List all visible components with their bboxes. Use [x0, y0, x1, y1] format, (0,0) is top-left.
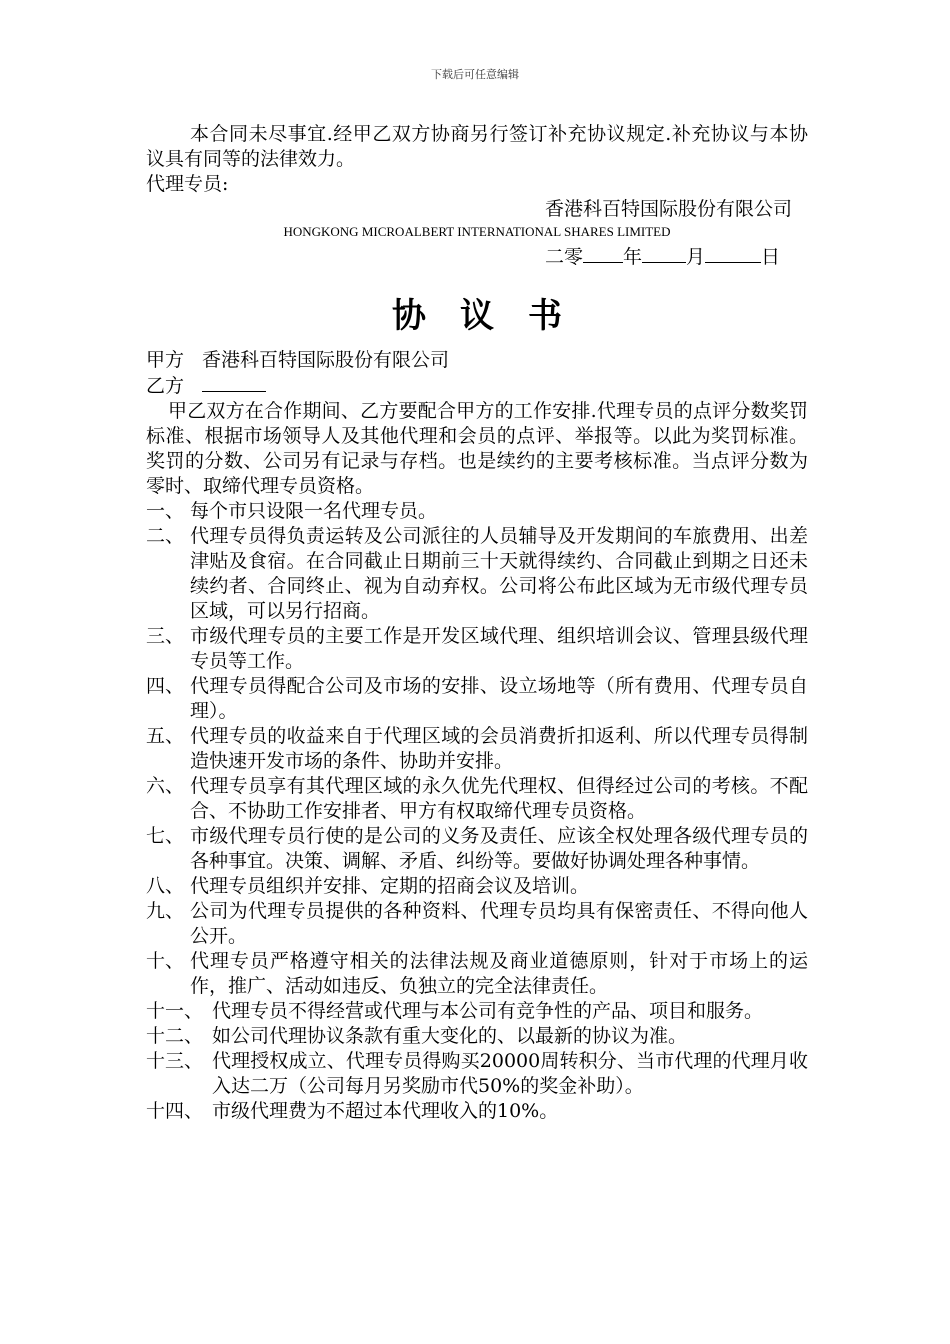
clause-number: 一、: [146, 500, 185, 522]
clause-text: 市级代理专员的主要工作是开发区域代理、组织培训会议、管理县级代理专员等工作。: [190, 625, 808, 672]
signature-date: [146, 242, 808, 270]
intro-paragraph: 甲乙双方在合作期间、乙方要配合甲方的工作安排.代理专员的点评分数奖罚标准、根据市场领导人及其他代理和会员的点评、举报等。以此为奖罚标准。奖罚的分数、公司另有记录与存档。也是续约的主要考核标准。当点评分数为零时、取缔代理专员资格。: [146, 400, 808, 497]
clause-number: 二、: [146, 525, 185, 547]
clause-item: [146, 674, 808, 724]
clause-number: 十、: [146, 950, 185, 972]
clause-text: 代理专员不得经营或代理与本公司有竞争性的产品、项目和服务。: [212, 1000, 764, 1022]
clause-number: 九、: [146, 900, 185, 922]
clause-number: 十二、: [146, 1025, 204, 1047]
clause-text: 每个市只设限一名代理专员。: [190, 500, 438, 522]
party-a-line: [146, 348, 808, 373]
document-title: 协议书: [392, 296, 596, 336]
clause-text: 代理专员组织并安排、定期的招商会议及培训。: [190, 875, 590, 897]
clause-item: [146, 524, 808, 624]
day-blank: [705, 242, 761, 263]
clause-item: [146, 899, 808, 949]
clause-item: [146, 1024, 808, 1049]
party-a-value: 香港科百特国际股份有限公司: [202, 349, 450, 371]
party-b-blank: [202, 373, 266, 392]
date-day-label: 日: [760, 246, 780, 268]
clause-number: 四、: [146, 675, 185, 697]
clause-number: 八、: [146, 875, 185, 897]
clause-item: [146, 874, 808, 899]
clause-item: [146, 499, 808, 524]
clause-text: 市级代理专员行使的是公司的义务及责任、应该全权处理各级代理专员的各种事宜。决策、调解、矛盾、纠纷等。要做好协调处理各种事情。: [190, 825, 808, 872]
date-month-label: 月: [685, 246, 705, 268]
clause-number: 六、: [146, 775, 185, 797]
clause-text: 公司为代理专员提供的各种资料、代理专员均具有保密责任、不得向他人公开。: [190, 900, 808, 947]
clause-item: [146, 824, 808, 874]
clause-item: [146, 724, 808, 774]
clause-number: 十四、: [146, 1100, 204, 1122]
clause-item: [146, 1049, 808, 1099]
clause-text: 市级代理费为不超过本代理收入的10%。: [212, 1100, 559, 1122]
date-prefix: 二零: [544, 246, 583, 268]
clause-number: 三、: [146, 625, 185, 647]
year-blank: [583, 242, 623, 263]
clause-item: [146, 949, 808, 999]
clause-number: 五、: [146, 725, 185, 747]
party-b-label: 乙方: [146, 375, 185, 397]
supplement-paragraph: 本合同未尽事宜.经甲乙双方协商另行签订补充协议规定.补充协议与本协议具有同等的法律效力。: [146, 123, 808, 170]
agent-signature-label: 代理专员:: [146, 173, 229, 195]
clause-item: [146, 774, 808, 824]
clause-item: [146, 624, 808, 674]
clause-text: 代理专员得负责运转及公司派往的人员辅导及开发期间的车旅费用、出差津贴及食宿。在合同截止日期前三十天就得续约、合同截止到期之日还未续约者、合同终止、视为自动弃权。公司将公布此区域为无市级代理专员区域，可以另行招商。: [190, 525, 808, 622]
party-b-line: [146, 373, 808, 399]
page-header-note: 下载后可任意编辑: [431, 68, 519, 81]
clause-text: 代理专员严格遵守相关的法律法规及商业道德原则，针对于市场上的运作，推广、活动如违反、负独立的完全法律责任。: [190, 950, 808, 997]
clause-text: 代理授权成立、代理专员得购买20000周转积分、当市代理的代理月收入达二万（公司每月另奖励市代50%的奖金补助）。: [212, 1050, 808, 1097]
clause-number: 十一、: [146, 1000, 204, 1022]
clause-number: 七、: [146, 825, 185, 847]
clause-text: 代理专员的收益来自于代理区域的会员消费折扣返利、所以代理专员得制造快速开发市场的条件、协助并安排。: [190, 725, 808, 772]
party-a-label: 甲方: [146, 349, 185, 371]
company-name-en: HONGKONG MICROALBERT INTERNATIONAL SHARES LIMITED: [283, 224, 671, 239]
month-blank: [642, 242, 686, 263]
clause-text: 代理专员得配合公司及市场的安排、设立场地等（所有费用、代理专员自理）。: [190, 675, 808, 722]
clause-item: [146, 999, 808, 1024]
clause-item: [146, 1099, 808, 1124]
clause-text: 代理专员享有其代理区域的永久优先代理权、但得经过公司的考核。不配合、不协助工作安排者、甲方有权取缔代理专员资格。: [190, 775, 808, 822]
clause-text: 如公司代理协议条款有重大变化的、以最新的协议为准。: [212, 1025, 688, 1047]
clause-number: 十三、: [146, 1050, 204, 1072]
document-body: [146, 122, 808, 1124]
date-year-label: 年: [622, 246, 642, 268]
company-name-cn: 香港科百特国际股份有限公司: [544, 198, 792, 220]
